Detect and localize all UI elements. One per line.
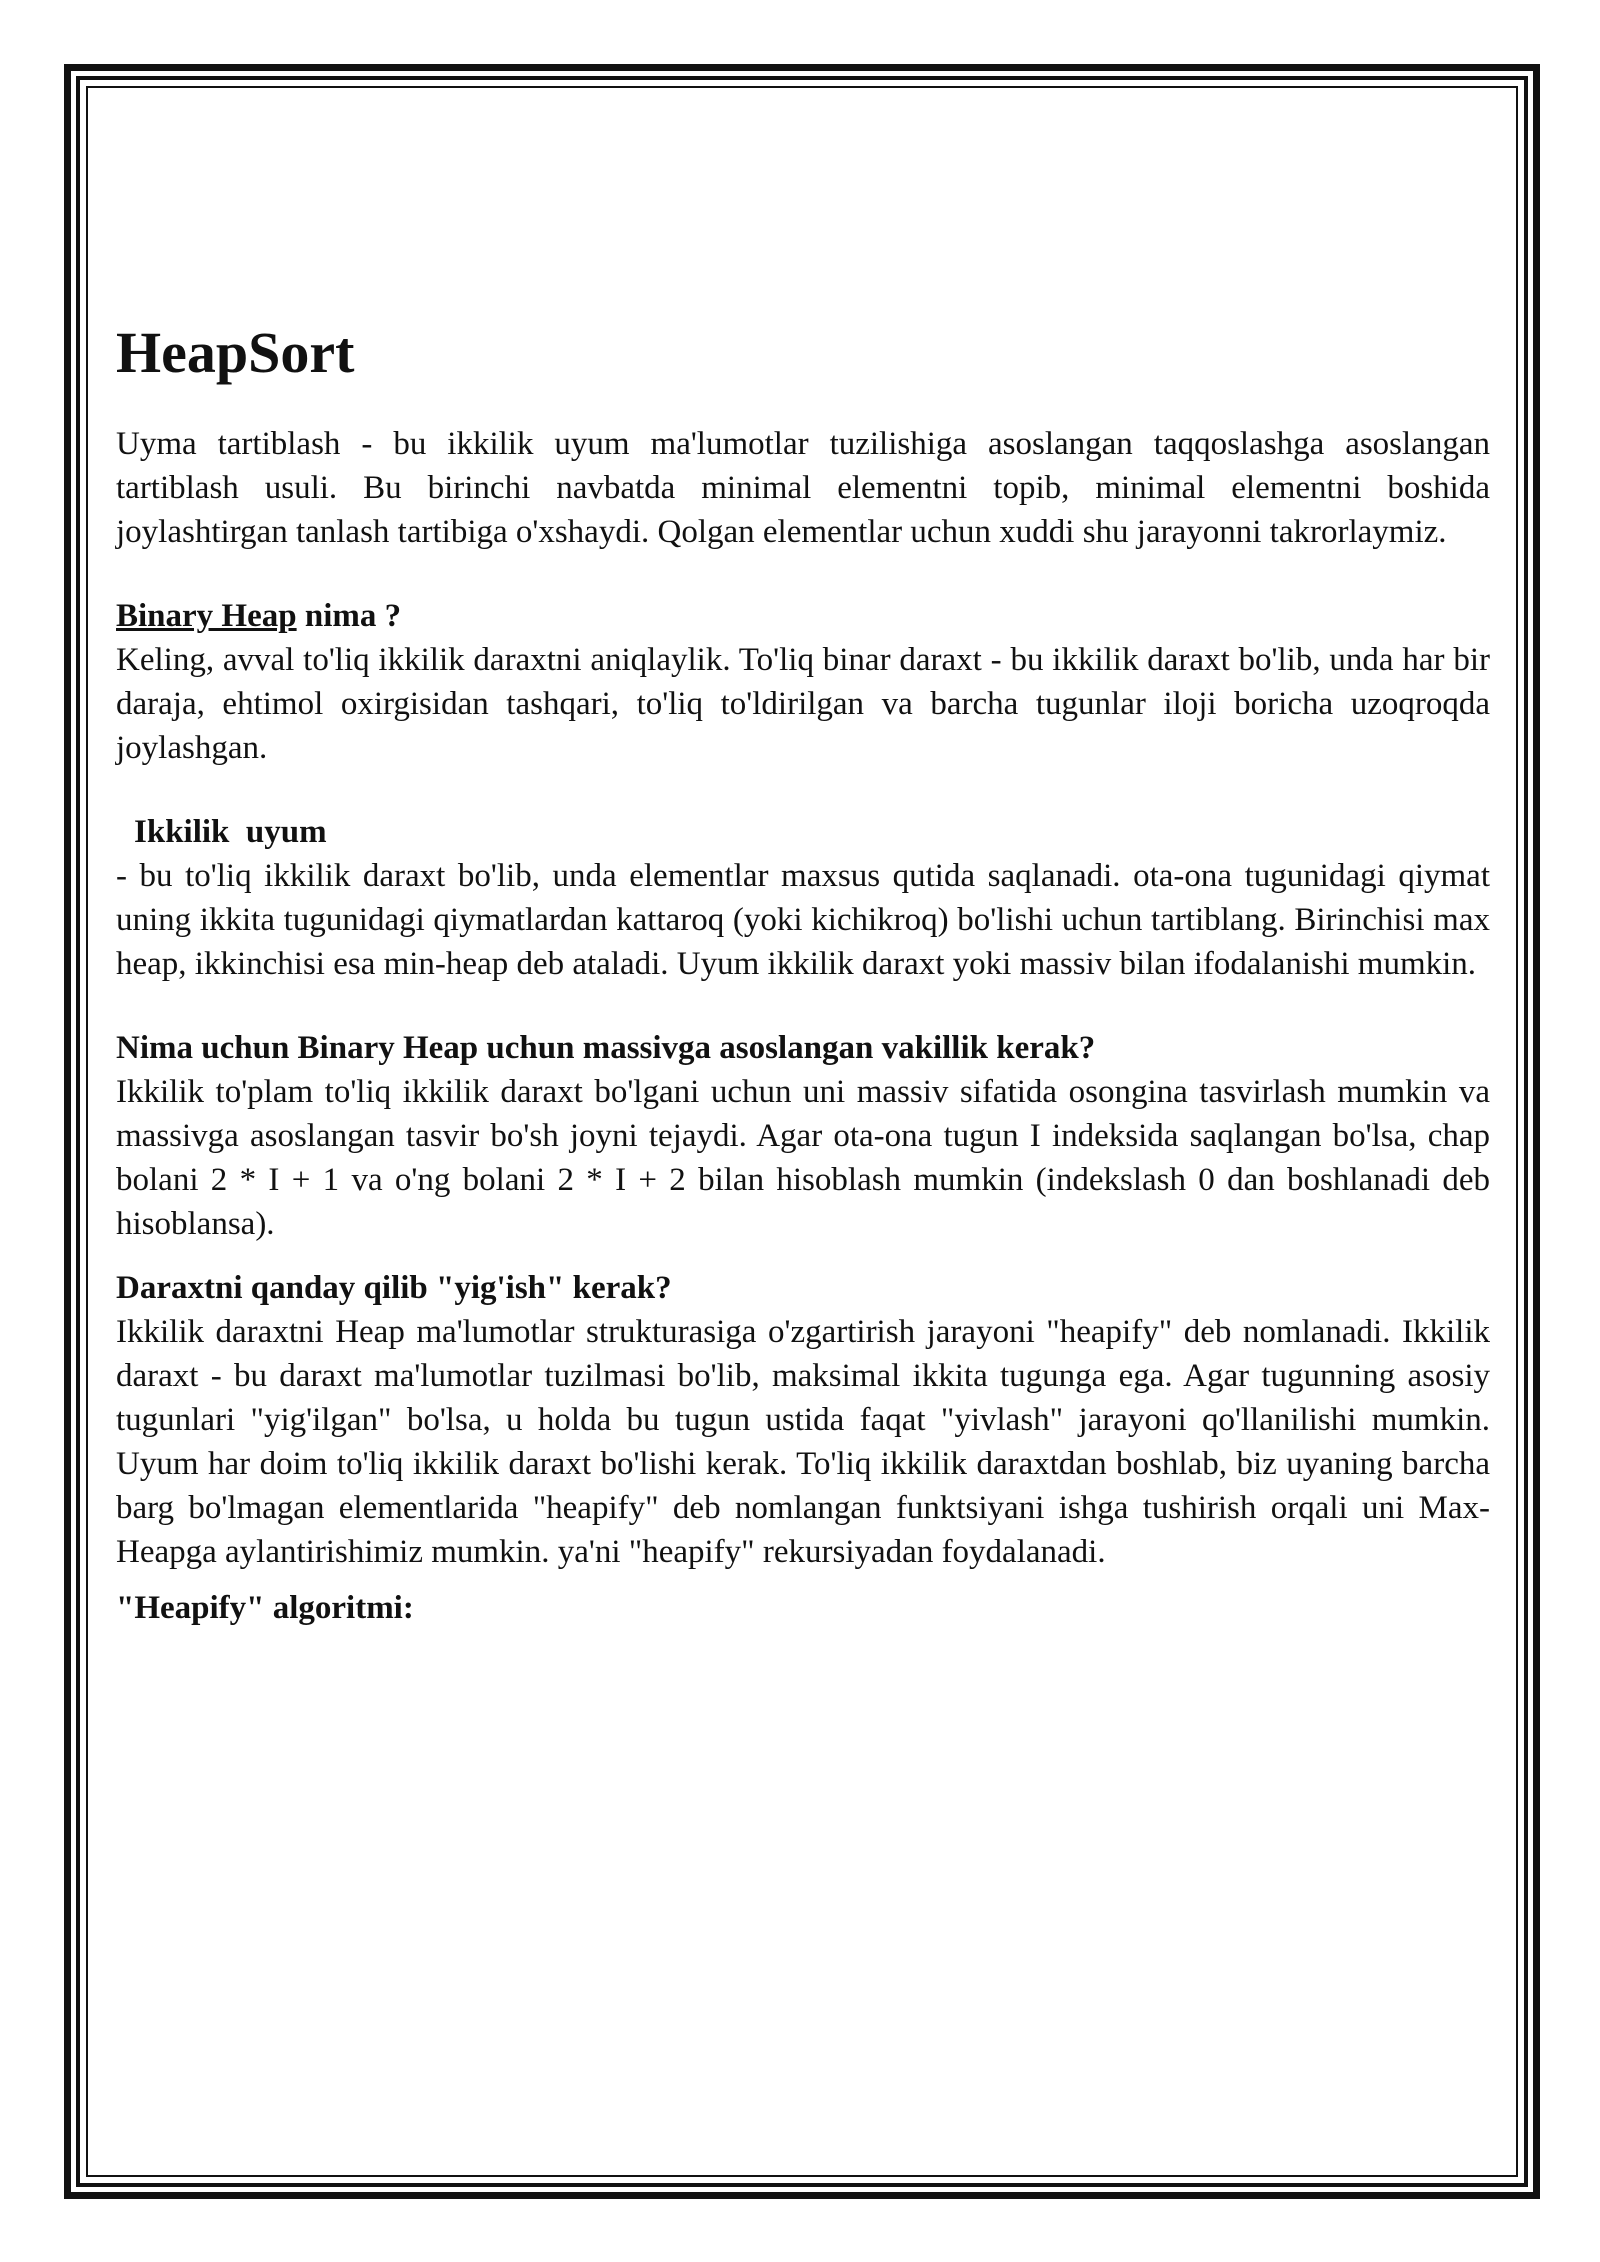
document-body: [116, 318, 1490, 1630]
section-ikkilik-uyum-body: - bu to'liq ikkilik daraxt bo'lib, unda elementlar maxsus qutida saqlanadi. ota-ona tugunidagi qiymat uning ikkita tugunidagi qiymatlardan kattaroq (yoki kichikroq) bo'lishi uchun tartiblang. Birinchisi max heap, ikkinchisi esa min-heap deb ataladi. Uyum ikkilik daraxt yoki massiv bilan ifodalanishi mumkin.: [116, 857, 1490, 982]
section-heapify-tree-body: Ikkilik daraxtni Heap ma'lumotlar strukturasiga o'zgartirish jarayoni "heapify" deb nomlanadi. Ikkilik daraxt - bu daraxt ma'lumotlar tuzilmasi bo'lib, maksimal ikkita tugunga ega. Agar tugunning asosiy tugunlari "yig'ilgan" bo'lsa, u holda bu tugun ustida faqat "yivlash" jarayoni qo'llanilishi mumkin. Uyum har doim to'liq ikkilik daraxt bo'lishi kerak. To'liq ikkilik daraxtdan boshlab, biz uyaning barcha barg bo'lmagan elementlarida "heapify" deb nomlangan funktsiyani ishga tushirish orqali uni Max-Heapga aylantirishimiz mumkin. ya'ni "heapify" rekursiyadan foydalanadi.: [116, 1313, 1490, 1570]
page-title: HeapSort: [116, 320, 355, 385]
section-heapify-algorithm-heading: "Heapify" algoritmi:: [116, 1589, 414, 1626]
section-array-representation-heading: Nima uchun Binary Heap uchun massivga asoslangan vakillik kerak?: [116, 1029, 1096, 1066]
section-ikkilik-uyum-heading: Ikkilik uyum: [134, 813, 327, 850]
section-array-representation-body: Ikkilik to'plam to'liq ikkilik daraxt bo'lgani uchun uni massiv sifatida osongina tasvirlash mumkin va massivga asoslangan tasvir bo'sh joyni tejaydi. Agar ota-ona tugun I indeksida saqlangan bo'lsa, chap bolani 2 * I + 1 va o'ng bolani 2 * I + 2 bilan hisoblash mumkin (indekslash 0 dan boshlanadi deb hisoblansa).: [116, 1073, 1490, 1242]
binary-heap-heading-rest: nima ?: [296, 597, 402, 634]
intro-paragraph: Uyma tartiblash - bu ikkilik uyum ma'lumotlar tuzilishiga asoslangan taqqoslashga asoslangan tartiblash usuli. Bu birinchi navbatda minimal elementni topib, minimal elementni boshida joylashtirgan tanlash tartibiga o'xshaydi. Qolgan elementlar uchun xuddi shu jarayonni takrorlaymiz.: [116, 425, 1490, 550]
binary-heap-link[interactable]: Binary Heap: [116, 597, 297, 634]
section-binary-heap-body: Keling, avval to'liq ikkilik daraxtni aniqlaylik. To'liq binar daraxt - bu ikkilik daraxt bo'lib, unda har bir daraja, ehtimol oxirgisidan tashqari, to'liq to'ldirilgan va barcha tugunlar iloji boricha uzoqroqda joylashgan.: [116, 641, 1490, 766]
section-heapify-tree-heading: Daraxtni qanday qilib "yig'ish" kerak?: [116, 1269, 672, 1306]
section-binary-heap-heading: [116, 594, 1490, 638]
